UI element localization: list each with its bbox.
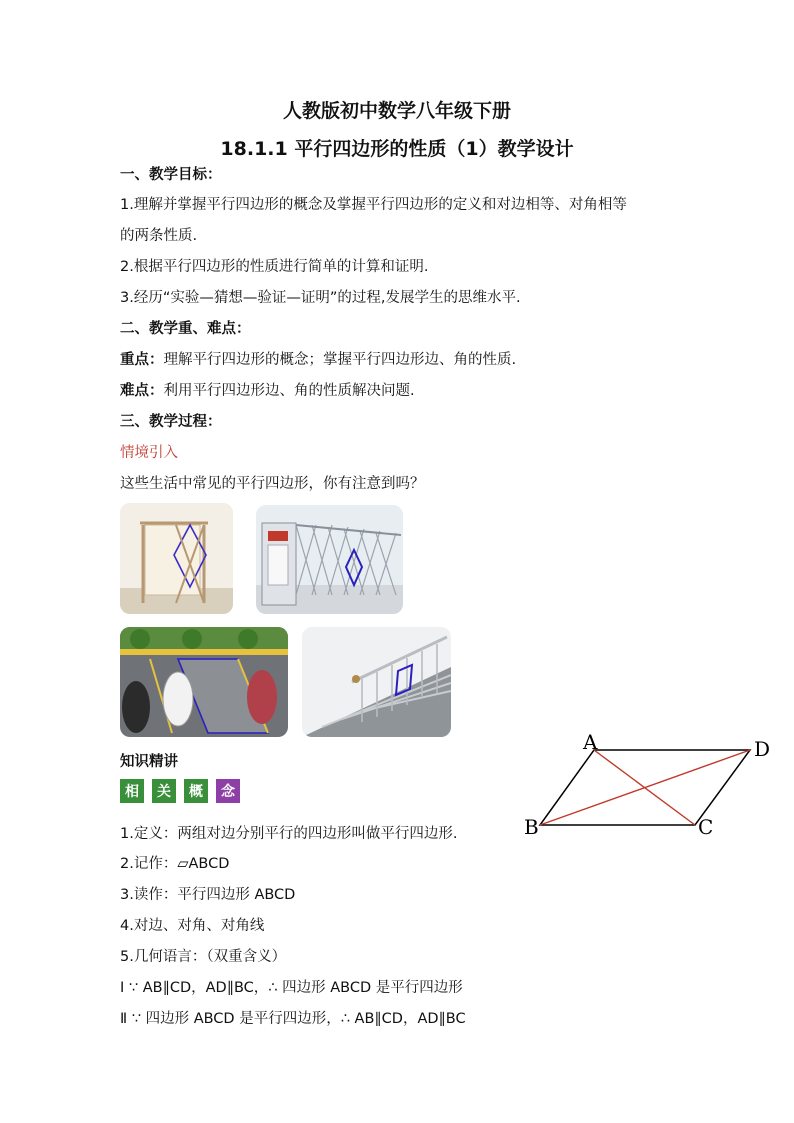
concept-tag-2: 关 [152,779,176,803]
difficulty-label: 难点： [120,383,164,399]
parking-lot-photo [120,627,288,737]
keypoint-text: 理解平行四边形的概念；掌握平行四边形边、角的性质. [163,352,517,368]
difficulty-line [120,379,415,400]
statement-1: Ⅰ ∵ AB∥CD，AD∥BC，∴ 四边形 ABCD 是平行四边形 [120,980,463,996]
document-title: 人教版初中数学八年级下册 [282,100,511,122]
keypoint-line [120,348,516,369]
diagonal-bd [540,750,750,825]
objective-1-line-1: 1.理解并掌握平行四边形的概念及掌握平行四边形的定义和对边相等、对角相等 [120,197,627,213]
knowledge-label: 知识精讲 [120,754,178,770]
objective-1-line-2: 的两条性质. [120,228,198,244]
objective-2: 2.根据平行四边形的性质进行简单的计算和证明. [120,259,429,275]
keypoint-label: 重点： [120,352,164,368]
retractable-gate-photo [256,505,403,614]
definition-line: 1.定义：两组对边分别平行的四边形叫做平行四边形. [120,826,458,842]
concept-tag-4: 念 [216,779,240,803]
difficulty-text: 利用平行四边形边、角的性质解决问题. [163,383,415,399]
parallelogram-diagram [520,730,780,840]
reading-line: 3.读作：平行四边形 ABCD [120,887,296,903]
intro-label: 情境引入 [120,445,178,461]
process-heading: 三、教学过程： [120,414,222,430]
laundry-hamper-photo [120,503,233,614]
vertex-label-b: B [524,815,539,839]
objective-3: 3.经历“实验—猜想—验证—证明”的过程,发展学生的思维水平. [120,290,521,306]
vertex-label-a: A [583,730,598,754]
objectives-heading: 一、教学目标： [120,167,222,183]
intro-question: 这些生活中常见的平行四边形，你有注意到吗？ [120,476,425,492]
concept-tag-1: 相 [120,779,144,803]
vertex-label-d: D [754,737,771,761]
statement-2: Ⅱ ∵ 四边形 ABCD 是平行四边形，∴ AB∥CD，AD∥BC [120,1011,466,1027]
geometric-language-line: 5.几何语言：（双重含义） [120,949,287,965]
vertex-label-c: C [698,815,714,839]
parts-line: 4.对边、对角、对角线 [120,918,265,934]
concept-tag-3: 概 [184,779,208,803]
stair-railing-photo [302,627,451,737]
notation-line: 2.记作：▱ABCD [120,856,230,872]
concept-tags [120,779,240,803]
keypoints-heading: 二、教学重、难点： [120,321,251,337]
document-subtitle: 18.1.1 平行四边形的性质（1）教学设计 [220,138,574,160]
